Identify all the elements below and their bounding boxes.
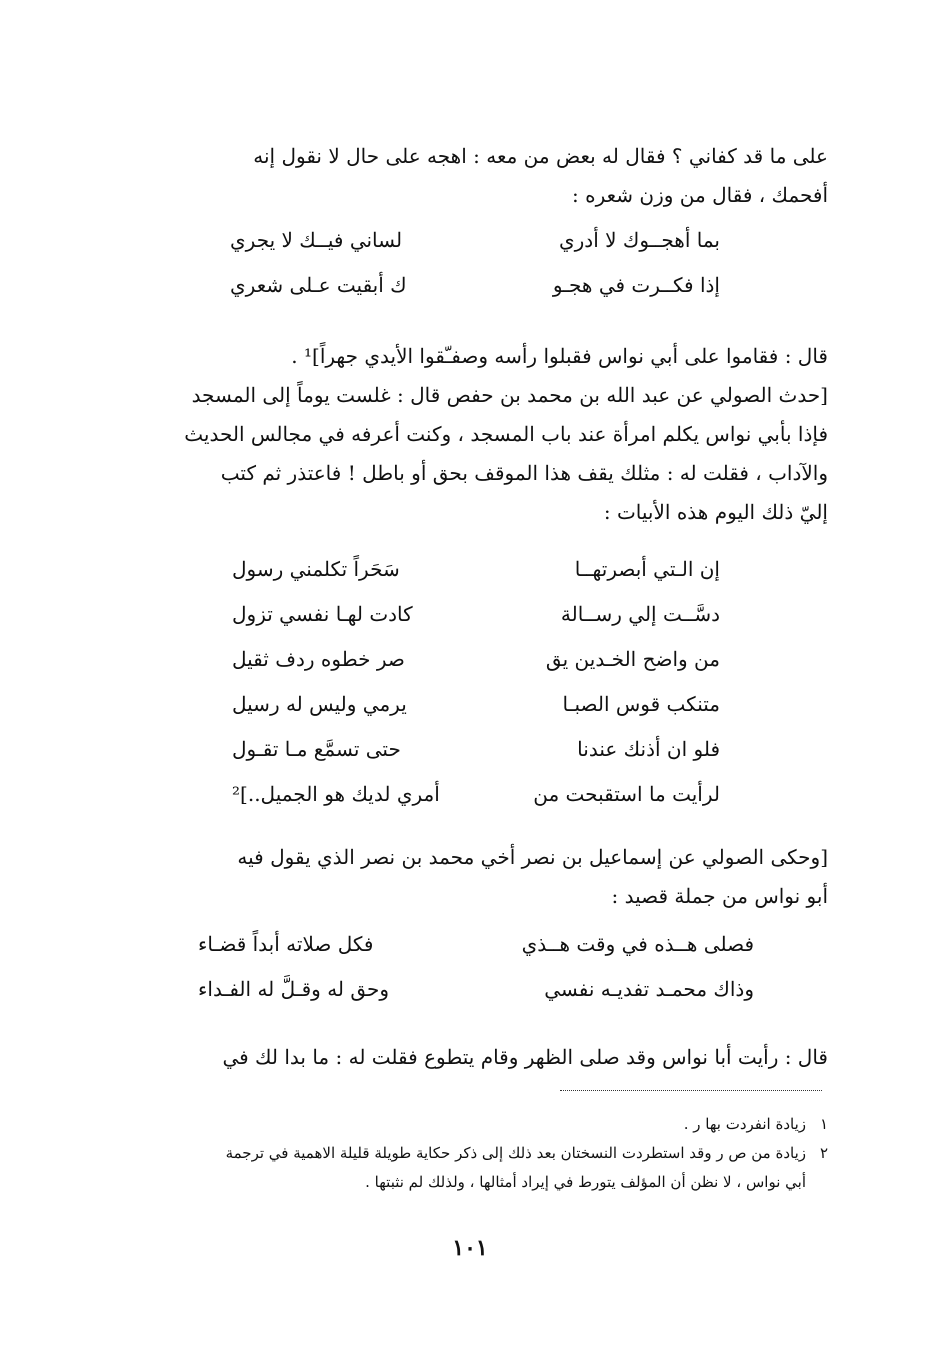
footnote-2 bbox=[128, 1139, 828, 1168]
verse-second-hemistich: ك أبقيت عـلى شعري bbox=[230, 273, 407, 297]
verse-line bbox=[232, 737, 720, 782]
verse-line bbox=[232, 647, 720, 692]
paragraph-3 bbox=[128, 838, 828, 916]
verse-second-hemistich: لساني فيــك لا يجري bbox=[230, 228, 403, 252]
verse-line bbox=[232, 557, 720, 602]
footnote-number: ٢ bbox=[819, 1144, 828, 1162]
text-line: والآداب ، فقلت له : مثلك يقف هذا الموقف بحق أو باطل ! فاعتذر ثم كتب bbox=[220, 461, 828, 485]
verse-first-hemistich: إن الـتي أبصرتهــا bbox=[574, 557, 720, 581]
text-line: قال : فقاموا على أبي نواس فقبلوا رأسه وصفـّقوا الأيدي جهراً]¹ . bbox=[291, 344, 828, 368]
text-line: أبو نواس من جملة قصيد : bbox=[611, 884, 828, 908]
footnote-text: أبي نواس ، لا نظن أن المؤلف يتورط في إيراد أمثالها ، ولذلك لم نثبتها . bbox=[365, 1173, 806, 1191]
verse-second-hemistich: أمري لديك هو الجميل..]² bbox=[232, 782, 440, 806]
footnote-text: زيادة من ص ر وقد استطردت النسختان بعد ذلك إلى ذكر حكاية طويلة قليلة الاهمية في ترجمة bbox=[225, 1144, 806, 1162]
text-line: إليّ ذلك اليوم هذه الأبيات : bbox=[603, 500, 828, 524]
verse-line bbox=[232, 692, 720, 737]
verse-line bbox=[232, 602, 720, 647]
footnotes bbox=[128, 1110, 828, 1197]
verse-line bbox=[232, 782, 720, 827]
poem-3 bbox=[198, 932, 754, 1022]
paragraph-1 bbox=[128, 137, 828, 215]
verse-first-hemistich: إذا فكــرت في هجـو bbox=[552, 273, 720, 297]
verse-first-hemistich: من واضح الخـدين يق bbox=[545, 647, 720, 671]
poem-1 bbox=[230, 228, 720, 318]
verse-second-hemistich: حتى تسمَّع مـا تقـول bbox=[232, 737, 401, 761]
verse-line bbox=[230, 228, 720, 273]
verse-second-hemistich: يرمي وليس له رسيل bbox=[232, 692, 407, 716]
verse-first-hemistich: فصلى هــذه في وقت هــذي bbox=[521, 932, 754, 956]
footnote-1 bbox=[128, 1110, 828, 1139]
verse-first-hemistich: متنكب قوس الصبـا bbox=[562, 692, 720, 716]
text-line: قال : رأيت أبا نواس وقد صلى الظهر وقام يتطوع فقلت له : ما بدا لك في bbox=[222, 1045, 828, 1069]
verse-second-hemistich: كادت لهـا نفسي تزول bbox=[232, 602, 413, 626]
footnote-separator bbox=[560, 1090, 822, 1091]
footnote-text: زيادة انفردت بها ر . bbox=[683, 1115, 806, 1133]
paragraph-2 bbox=[128, 337, 828, 532]
verse-first-hemistich: بما أهجــوك لا أدري bbox=[558, 228, 720, 252]
page-number: ١٠١ bbox=[452, 1235, 488, 1261]
poem-2 bbox=[232, 557, 720, 827]
verse-line bbox=[198, 977, 754, 1022]
verse-line bbox=[230, 273, 720, 318]
verse-first-hemistich: فلو ان أذنك عندنا bbox=[577, 737, 720, 761]
verse-line bbox=[198, 932, 754, 977]
verse-second-hemistich: فكل صلاته أبداً قضـاء bbox=[198, 932, 374, 956]
text-line: [حدث الصولي عن عبد الله بن محمد بن حفص قال : غلست يوماً إلى المسجد bbox=[191, 383, 828, 407]
verse-second-hemistich: وحق له وقـلَّ له الفـداء bbox=[198, 977, 390, 1001]
text-line: فإذا بأبي نواس يكلم امرأة عند باب المسجد ، وكنت أعرفه في مجالس الحديث bbox=[184, 422, 828, 446]
paragraph-4 bbox=[128, 1038, 828, 1077]
text-line: على ما قد كفاني ؟ فقال له بعض من معه : اهجه على حال لا نقول إنه bbox=[253, 144, 828, 168]
footnote-2-continuation bbox=[128, 1168, 828, 1197]
verse-first-hemistich: وذاك محمـد تفديـه نفسي bbox=[544, 977, 754, 1001]
text-line: أفحمك ، فقال من وزن شعره : bbox=[572, 183, 828, 207]
footnote-number: ١ bbox=[819, 1115, 828, 1133]
verse-second-hemistich: صر خطوه ردف ثقيل bbox=[232, 647, 405, 671]
verse-first-hemistich: دسَّــت إلي رســالة bbox=[560, 602, 720, 626]
verse-first-hemistich: لرأيت ما استقبحت من bbox=[533, 782, 720, 806]
verse-second-hemistich: سَحَراً تكلمني رسول bbox=[232, 557, 400, 581]
text-line: [وحكى الصولي عن إسماعيل بن نصر أخي محمد بن نصر الذي يقول فيه bbox=[237, 845, 828, 869]
